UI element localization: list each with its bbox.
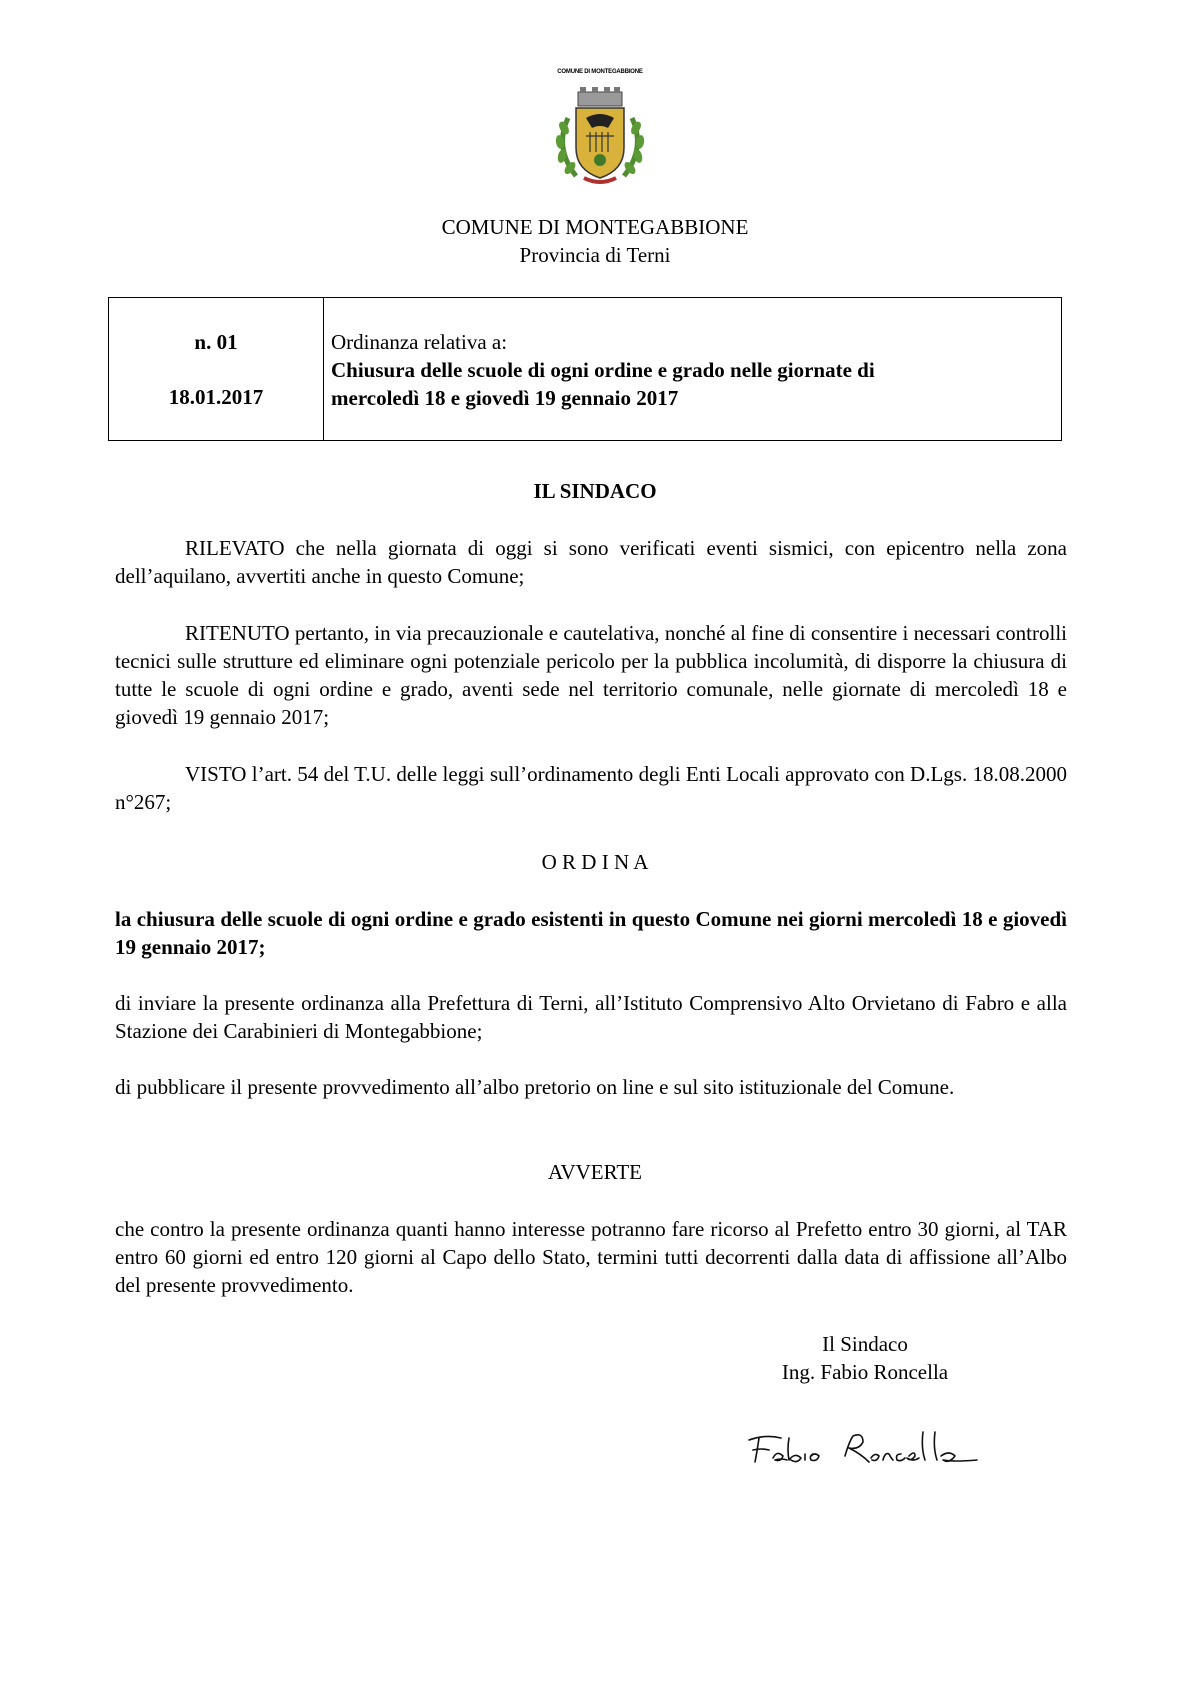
subject-intro: Ordinanza relativa a: <box>331 330 508 354</box>
signature-role: Il Sindaco <box>822 1332 908 1356</box>
ordinance-id-cell <box>109 298 324 440</box>
ordinance-subject-cell <box>331 328 1051 412</box>
municipality-name: COMUNE DI MONTEGABBIONE <box>441 215 749 239</box>
ordinance-date: 18.01.2017 <box>168 385 264 409</box>
section-heading-avverte: AVVERTE <box>547 1160 643 1184</box>
ordinance-header-table <box>108 297 1062 441</box>
municipal-crest-logo <box>540 68 660 188</box>
handwritten-signature <box>745 1418 995 1478</box>
crest-caption: COMUNE DI MONTEGABBIONE <box>557 69 643 75</box>
subject-line-2: mercoledì 18 e giovedì 19 gennaio 2017 <box>331 386 679 410</box>
subject-line-1: Chiusura delle scuole di ogni ordine e grado nelle giornate di <box>331 358 875 382</box>
signature-name: Ing. Fabio Roncella <box>781 1360 949 1384</box>
section-title-sindaco: IL SINDACO <box>533 479 657 503</box>
paragraph-ordina-send: di inviare la presente ordinanza alla Prefettura di Terni, all’Istituto Comprensivo Alto Orvietano di Fabro e alla Stazione dei Carabinieri di Montegabbione; <box>115 991 1067 1043</box>
paragraph-ordina-publish: di pubblicare il presente provvedimento all’albo pretorio on line e sul sito istituzionale del Comune. <box>115 1075 955 1099</box>
ordinance-number: n. 01 <box>194 330 238 354</box>
paragraph-rilevato: RILEVATO che nella giornata di oggi si sono verificati eventi sismici, con epicentro nella zona dell’aquilano, avvertiti anche in questo Comune; <box>115 536 1067 588</box>
paragraph-ritenuto: RITENUTO pertanto, in via precauzionale e cautelativa, nonché al fine di consentire i necessari controlli tecnici sulle strutture ed eliminare ogni potenziale pericolo per la pubblica incolumità, di disporre la chiusura di tutte le scuole di ogni ordine e grado, aventi sede nel territorio comunale, nelle giornate di mercoledì 18 e giovedì 19 gennaio 2017; <box>115 621 1067 729</box>
paragraph-ordina-main: la chiusura delle scuole di ogni ordine e grado esistenti in questo Comune nei giorni mercoledì 18 e giovedì 19 gennaio 2017; <box>115 907 1067 959</box>
province-name: Provincia di Terni <box>519 243 671 267</box>
paragraph-avverte: che contro la presente ordinanza quanti hanno interesse potranno fare ricorso al Prefetto entro 30 giorni, al TAR entro 60 giorni ed entro 120 giorni al Capo dello Stato, termini tutti decorrenti dalla data di affissione all’Albo del presente provvedimento. <box>115 1217 1067 1297</box>
paragraph-visto: VISTO l’art. 54 del T.U. delle leggi sull’ordinamento degli Enti Locali approvato con D.Lgs. 18.08.2000 n°267; <box>115 762 1067 814</box>
section-heading-ordina: O R D I N A <box>541 850 649 874</box>
